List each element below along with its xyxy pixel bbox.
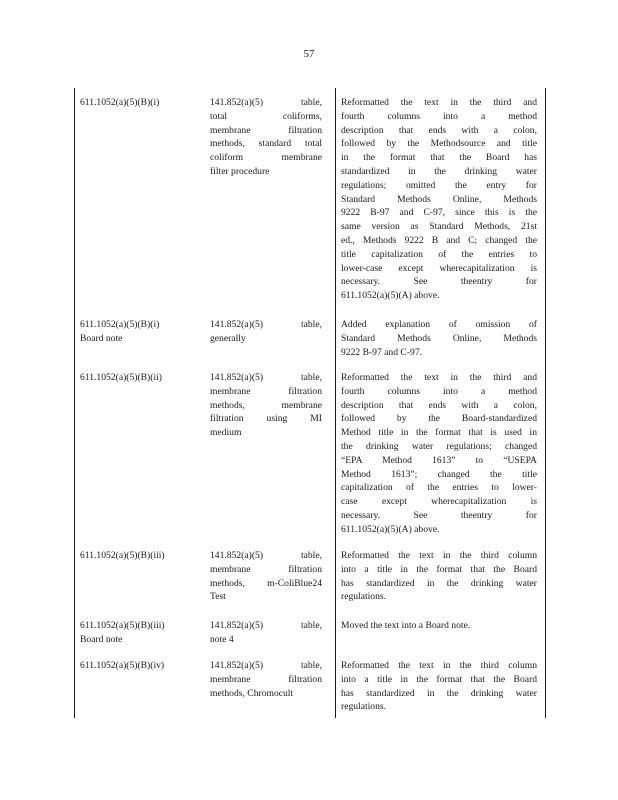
section-cell <box>80 549 202 563</box>
text-line: followed by the Board-standardized <box>341 413 537 425</box>
text-line: has standardized in the drinking water <box>341 577 537 589</box>
text-line: followed by the Methodsource and title <box>341 138 537 150</box>
text-line: coliform membrane <box>210 152 322 164</box>
text-line: Board note <box>80 332 123 344</box>
text-line: regulations. <box>341 591 387 603</box>
text-line: “EPA Method 1613” to “USEPA <box>341 454 537 466</box>
table-left-border <box>74 88 75 718</box>
text-line: 611.1052(a)(5)(B)(i) <box>80 97 160 108</box>
text-line: ed., Methods 9222 B and C; changed the <box>341 234 537 246</box>
explanation-cell <box>341 659 537 714</box>
text-line: Test <box>210 591 226 603</box>
section-cell <box>80 659 202 673</box>
text-line: filter procedure <box>210 165 270 177</box>
text-line: 611.1052(a)(5)(B)(iv) <box>80 660 165 671</box>
text-line: methods, Chromocult <box>210 687 294 699</box>
source-cell <box>210 549 322 604</box>
text-line: necessary. See theentry for <box>341 509 537 521</box>
text-line: total coliforms, <box>210 110 322 122</box>
text-line: 611.1052(a)(5)(A) above. <box>341 290 440 302</box>
text-line: 141.852(a)(5) table, <box>210 550 322 561</box>
text-line: 141.852(a)(5) table, <box>210 660 322 671</box>
text-line: Reformatted the text in the third and <box>341 372 537 383</box>
text-line: case except wherecapitalization is <box>341 496 537 508</box>
text-line: methods, standard total <box>210 138 322 150</box>
text-line: Standard Methods Online, Methods <box>341 332 537 344</box>
text-line: Method 1613”; changed the title <box>341 468 537 480</box>
text-line: in the format that the Board has <box>341 152 537 164</box>
text-line: Added explanation of omission of <box>341 319 537 330</box>
text-line: methods, membrane <box>210 399 322 411</box>
explanation-cell <box>341 549 537 604</box>
table-right-border <box>545 88 546 718</box>
text-line: note 4 <box>210 633 234 645</box>
text-line: 141.852(a)(5) table, <box>210 97 322 108</box>
text-line: 9222 B-97 and C-97, since this is the <box>341 207 537 219</box>
source-cell <box>210 371 322 440</box>
text-line: Method title in the format that is used in <box>341 427 537 439</box>
text-line: necessary. See theentry for <box>341 276 537 288</box>
text-line: 141.852(a)(5) table, <box>210 620 322 631</box>
page-number: 57 <box>303 48 315 60</box>
text-line: fourth columns into a method <box>341 110 537 122</box>
text-line: 141.852(a)(5) table, <box>210 372 322 383</box>
text-line: generally <box>210 332 246 344</box>
text-line: Standard Methods Online, Methods <box>341 193 537 205</box>
source-cell <box>210 96 322 179</box>
text-line: title capitalization of the entries to <box>341 248 537 260</box>
explanation-cell <box>341 619 537 633</box>
source-cell <box>210 659 322 700</box>
text-line: 611.1052(a)(5)(B)(iii) <box>80 550 165 561</box>
text-line: filtration using MI <box>210 413 322 425</box>
text-line: membrane filtration <box>210 124 322 136</box>
text-line: 611.1052(a)(5)(B)(i) <box>80 319 160 330</box>
text-line: 611.1052(a)(5)(A) above. <box>341 523 440 535</box>
text-line: lower-case except wherecapitalization is <box>341 262 537 274</box>
text-line: membrane filtration <box>210 385 322 397</box>
explanation-cell <box>341 96 537 303</box>
text-line: regulations. <box>341 701 387 713</box>
text-line: Moved the text into a Board note. <box>341 620 471 631</box>
section-cell <box>80 96 202 110</box>
section-cell <box>80 371 202 385</box>
text-line: has standardized in the drinking water <box>341 687 537 699</box>
text-line: Reformatted the text in the third column <box>341 550 537 561</box>
text-line: medium <box>210 427 242 439</box>
text-line: into a title in the format that the Board <box>341 563 537 575</box>
text-line: Board note <box>80 633 123 645</box>
text-line: description that ends with a colon, <box>341 399 537 411</box>
text-line: same version as Standard Methods, 21st <box>341 221 537 233</box>
text-line: methods, m-ColiBlue24 <box>210 577 322 589</box>
text-line: into a title in the format that the Board <box>341 673 537 685</box>
text-line: membrane filtration <box>210 563 322 575</box>
text-line: the drinking water regulations; changed <box>341 440 537 452</box>
text-line: standardized in the drinking water <box>341 165 537 177</box>
source-cell <box>210 619 322 647</box>
explanation-cell <box>341 371 537 537</box>
text-line: capitalization of the entries to lower- <box>341 482 537 494</box>
source-cell <box>210 318 322 346</box>
text-line: 141.852(a)(5) table, <box>210 319 322 330</box>
section-cell <box>80 318 202 346</box>
text-line: fourth columns into a method <box>341 385 537 397</box>
text-line: 9222 B-97 and C-97. <box>341 346 423 358</box>
section-cell <box>80 619 202 647</box>
text-line: 611.1052(a)(5)(B)(iii) <box>80 620 165 631</box>
explanation-cell <box>341 318 537 359</box>
text-line: regulations; omitted the entry for <box>341 179 537 191</box>
text-line: 611.1052(a)(5)(B)(ii) <box>80 372 162 383</box>
text-line: Reformatted the text in the third and <box>341 97 537 108</box>
text-line: Reformatted the text in the third column <box>341 660 537 671</box>
text-line: description that ends with a colon, <box>341 124 537 136</box>
table-column-divider <box>335 88 336 718</box>
text-line: membrane filtration <box>210 673 322 685</box>
